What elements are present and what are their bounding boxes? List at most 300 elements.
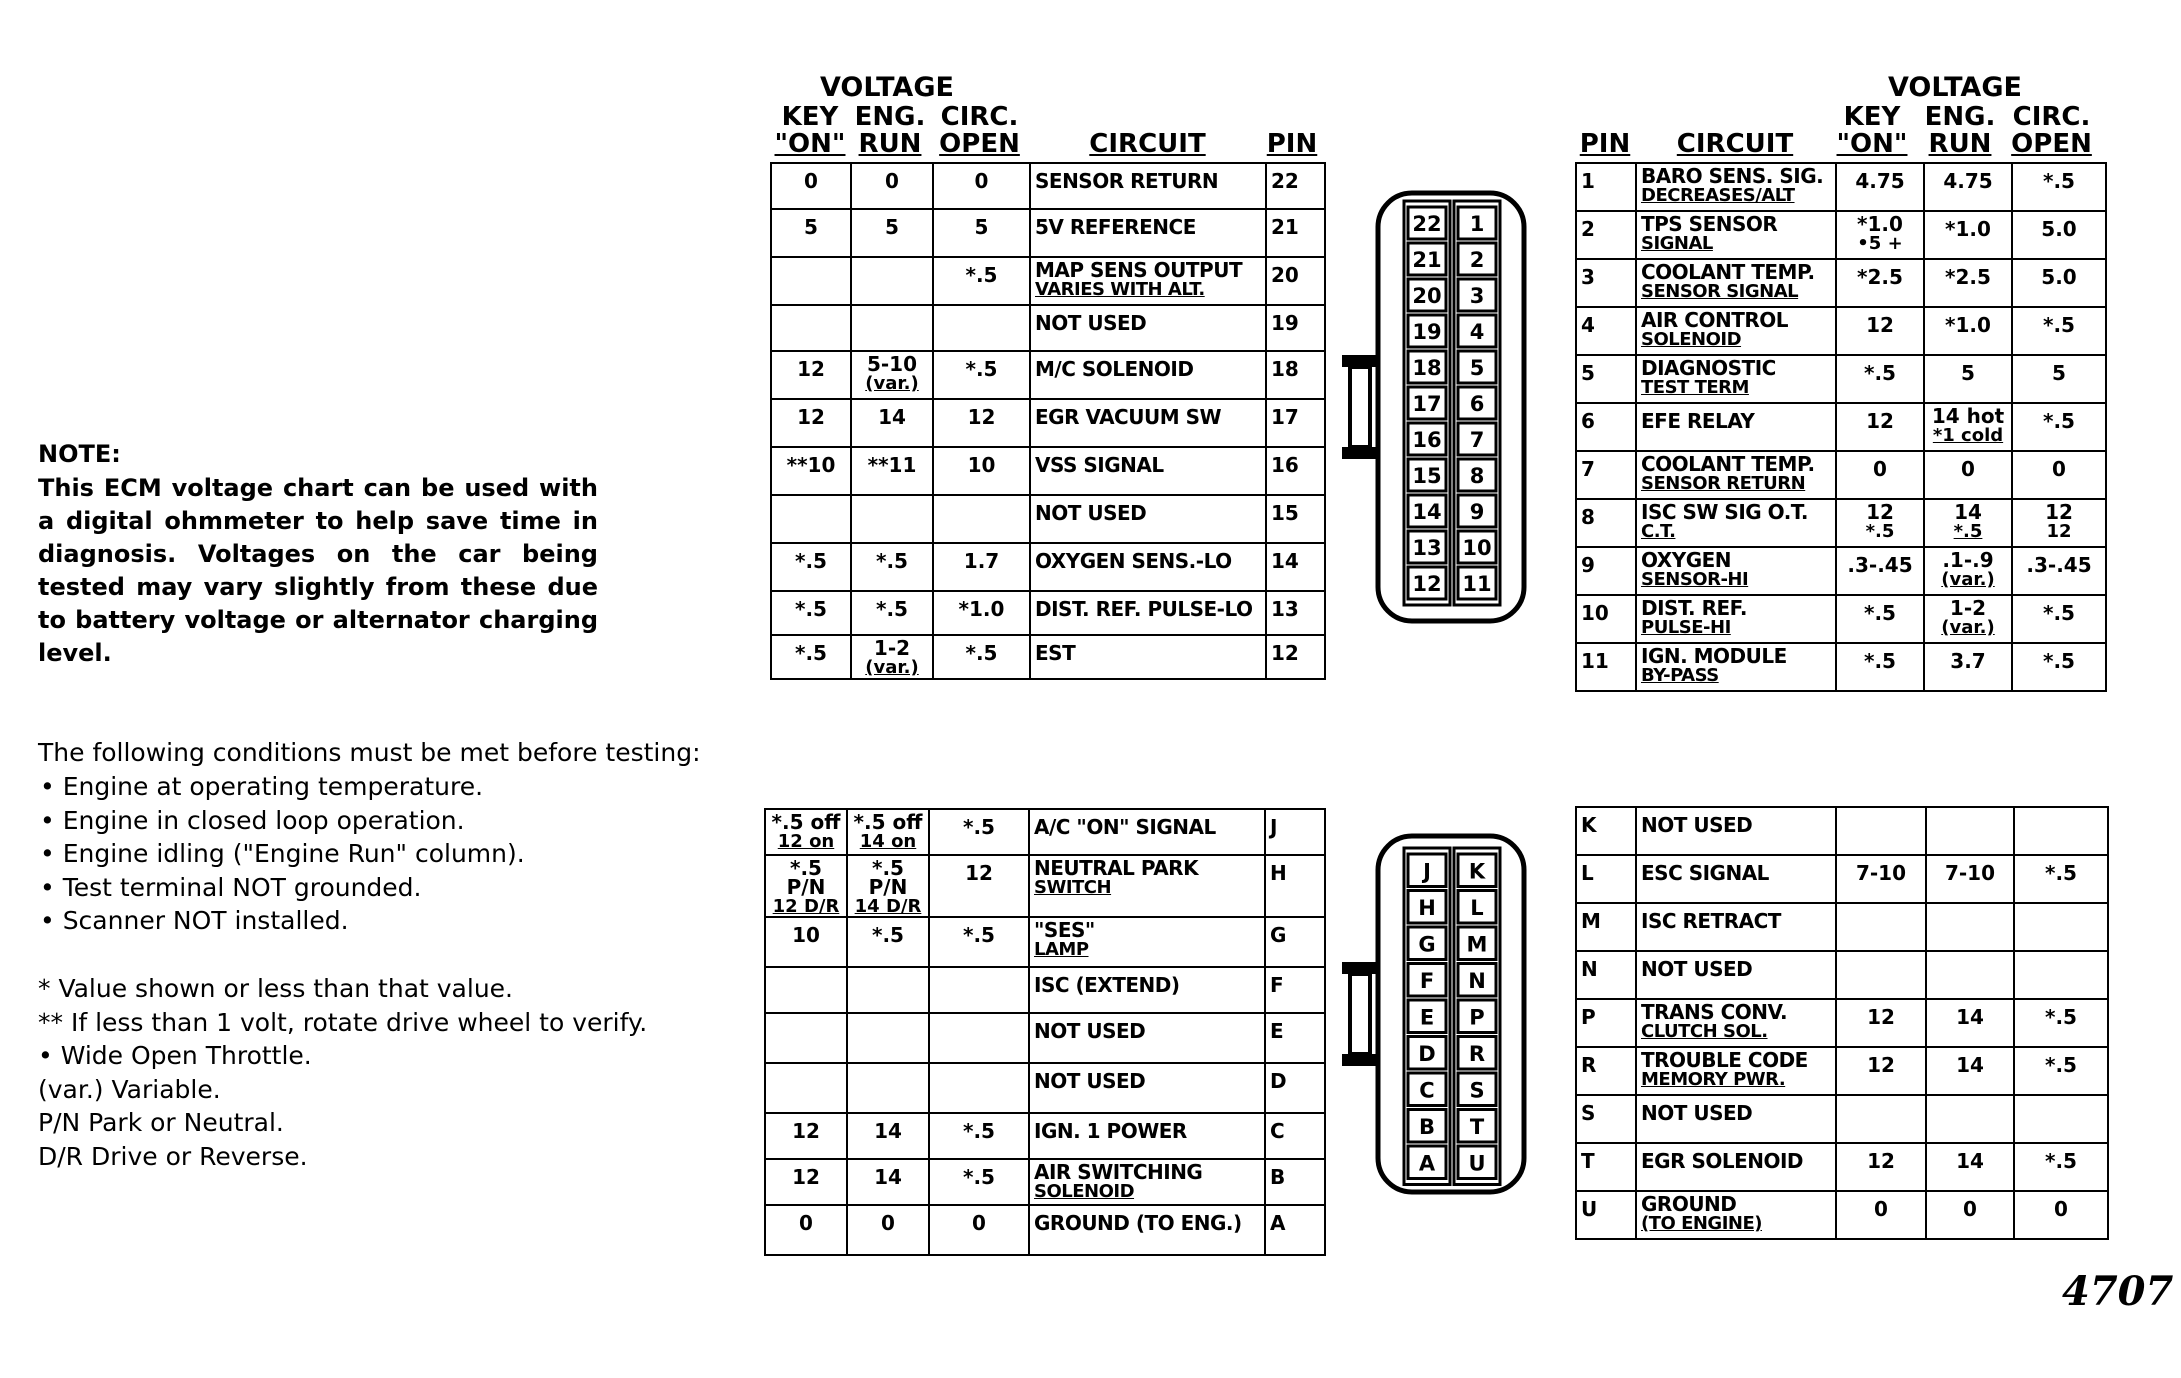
table-row [765,1063,1325,1113]
header-line: "ON" [774,129,846,159]
key-on-cell [1836,307,1924,355]
pin-cell-text: 11 [1581,649,1609,673]
pin-cell-text: P [1581,1005,1596,1029]
pin-cell [1265,967,1325,1013]
circuit-cell-text: 5V REFERENCE [1035,215,1196,239]
pin-cell-text: E [1270,1019,1284,1043]
header-line: KEY [781,102,839,132]
circuit-cell-text: NOT USED [1035,501,1147,525]
circuit-cell-text: ISC SW SIG O.T. [1641,500,1809,524]
conditions-list [40,770,525,938]
header-line: CIRC. [940,102,1019,132]
key-on-cell [765,1113,847,1159]
pin-cell [1576,643,1636,691]
eng-run-cell-text: 3.7 [1950,649,1986,673]
circuit-cell-subtext: SENSOR-HI [1641,569,1749,590]
pin-cell [1576,355,1636,403]
pin-cell-text: 22 [1271,169,1299,193]
pin-cell-text: 8 [1581,505,1595,529]
eng-run-cell-text: 5 [1961,361,1975,385]
pin-cell-text: T [1581,1149,1595,1173]
circuit-cell-text: DIST. REF. [1641,596,1747,620]
eng-run-cell-text: *.5 [876,549,908,573]
header-line: CIRC. [2012,102,2091,132]
pin-cell [1576,211,1636,259]
circuit-cell-text: NOT USED [1034,1019,1146,1043]
pin-cell-text: S [1581,1101,1596,1125]
pin-cell [1576,547,1636,595]
circ-open-cell [2012,451,2106,499]
key-on-cell-text: *1.0 [1857,212,1903,236]
key-on-cell [1836,163,1924,211]
circ-open-cell [933,305,1030,351]
table-row [765,1159,1325,1205]
circ-open-cell [929,1113,1029,1159]
connector-pin-label: D [1418,1041,1436,1066]
circuit-cell [1636,547,1836,595]
table-row [1576,163,2106,211]
voltage-header-top-right: VOLTAGE [1888,72,2022,103]
circuit-cell [1636,211,1836,259]
key-on-cell [771,209,851,257]
circuit-cell-text: NOT USED [1034,1069,1146,1093]
table-row [771,399,1325,447]
pin-cell [1265,917,1325,967]
pin-cell [1576,999,1636,1047]
table-row [1576,355,2106,403]
table-row [1576,595,2106,643]
eng-run-cell [847,1205,929,1255]
pin-cell-text: 20 [1271,263,1299,287]
key-on-cell [1836,355,1924,403]
circuit-cell-subtext: BY-PASS [1641,665,1719,686]
circuit-cell-subtext: SWITCH [1034,877,1112,898]
connector-pin-label: T [1469,1114,1485,1139]
table-row [1576,547,2106,595]
key-on-cell [1836,499,1924,547]
pin-cell [1576,307,1636,355]
connector-pin-label: 5 [1469,356,1485,380]
circuit-cell-subtext: LAMP [1034,939,1089,960]
key-on-cell [771,163,851,209]
key-on-cell [765,1159,847,1205]
circ-open-cell [2014,903,2108,951]
key-on-cell-text: 12 [1866,313,1894,337]
connector-pin-label: 17 [1412,392,1442,416]
legend-item: ** If less than 1 volt, rotate drive wheel to verify. [38,1007,648,1037]
circ-open-cell-text: *.5 [963,815,995,839]
circuit-cell-text: TRANS CONV. [1641,1000,1788,1024]
pin-cell [1265,1113,1325,1159]
pin-cell [1576,1095,1636,1143]
eng-run-cell-text: 14 hot [1931,404,2005,428]
key-on-cell-text: *.5 P/N [786,856,826,899]
key-on-cell [765,855,847,917]
circ-open-cell [2012,403,2106,451]
pin-cell [1576,807,1636,855]
pin-cell-text: 14 [1271,549,1299,573]
circuit-cell-text: A/C "ON" SIGNAL [1034,815,1216,839]
eng-run-cell-text: 1-2 [873,636,911,660]
circuit-cell-text: MAP SENS OUTPUT [1035,258,1243,282]
circuit-cell-text: NOT USED [1035,311,1147,335]
circ-open-header [932,104,1027,158]
eng-run-cell [847,917,929,967]
table-row [771,305,1325,351]
key-on-cell-text: 12 [792,1165,820,1189]
key-on-cell [1836,643,1924,691]
connector-pin-label: J [1423,859,1431,884]
condition-item: • Engine at operating temperature. [40,772,484,801]
circuit-header: CIRCUIT [1676,129,1794,159]
key-on-cell-text: 10 [792,923,820,947]
pin-cell-text: 3 [1581,265,1595,289]
circuit-cell-text: IGN. 1 POWER [1034,1119,1187,1143]
eng-run-cell [851,351,933,399]
circuit-cell-text: SENSOR RETURN [1035,169,1219,193]
circ-open-cell [2012,643,2106,691]
voltage-table-top-right [1575,162,2107,692]
connector-pin-label: 20 [1412,284,1442,308]
eng-run-cell [851,543,933,591]
eng-run-cell [1924,643,2012,691]
circuit-cell [1636,1095,1836,1143]
pin-cell [1576,855,1636,903]
eng-run-cell [851,495,933,543]
pin-cell [1576,595,1636,643]
table-row [1576,807,2108,855]
connector-pin-label: 15 [1412,464,1442,488]
key-on-cell-text: .3-.45 [1847,553,1913,577]
circ-open-cell [2012,499,2106,547]
eng-run-cell-text: 14 [874,1119,902,1143]
circuit-cell-text: NOT USED [1641,1101,1753,1125]
circuit-cell [1029,917,1265,967]
circ-open-cell [933,351,1030,399]
circuit-cell [1636,807,1836,855]
key-on-cell [765,917,847,967]
pin-cell [1266,399,1325,447]
circuit-cell-text: "SES" [1034,918,1095,942]
circuit-cell [1030,351,1266,399]
table-row [771,163,1325,209]
pin-cell-text: 13 [1271,597,1299,621]
header-line: RUN [858,129,922,159]
pin-cell-text: H [1270,861,1287,885]
pin-cell [1266,635,1325,679]
pin-cell [1265,855,1325,917]
circuit-header: CIRCUIT [1089,129,1206,159]
eng-run-cell [847,1063,929,1113]
eng-run-cell-text: *2.5 [1945,265,1991,289]
circ-open-cell-text: 0 [972,1211,986,1235]
connector-pin-label: 8 [1469,464,1485,488]
eng-run-cell [1926,1143,2014,1191]
circ-open-cell-subtext: 12 [2046,521,2072,542]
header-line: RUN [1928,129,1992,159]
circuit-cell [1636,403,1836,451]
circuit-cell [1636,595,1836,643]
eng-run-cell-text: *.5 off [853,810,923,834]
pin-cell [1576,951,1636,999]
pin-cell [1266,591,1325,635]
circuit-cell-text: IGN. MODULE [1641,644,1787,668]
connector-pin-label: 1 [1469,212,1485,236]
circuit-cell-text: TPS SENSOR [1641,212,1778,236]
legend-item: • Wide Open Throttle. [38,1041,312,1070]
pin-cell-text: 15 [1271,501,1299,525]
circ-open-cell [929,855,1029,917]
eng-run-cell-text: 1-2 [1949,596,1987,620]
pin-cell [1266,305,1325,351]
circ-open-cell-text: 1.7 [963,549,1000,573]
voltage-table-bottom-left [764,808,1326,1256]
circ-open-cell [933,495,1030,543]
table-row [1576,211,2106,259]
legend-item: (var.) Variable. [38,1074,221,1104]
key-on-cell-text: 0 [804,169,818,193]
circ-open-cell-text: *.5 [965,263,998,287]
key-on-cell-text: *.5 [795,597,827,621]
eng-run-cell-text: 0 [1961,457,1975,481]
eng-run-header [1920,104,2000,158]
circuit-cell-text: DIAGNOSTIC [1641,356,1776,380]
circuit-cell [1030,495,1266,543]
pin-cell-text: C [1270,1119,1285,1143]
circ-open-cell-text: *.5 [2043,313,2075,337]
table-row [1576,855,2108,903]
pin-cell-text: N [1581,957,1598,981]
eng-run-cell [1926,1191,2014,1239]
pin-cell [1265,1159,1325,1205]
circ-open-cell [929,917,1029,967]
key-on-header [770,104,850,158]
key-on-cell [1836,999,1926,1047]
pin-cell-text: U [1581,1197,1598,1221]
pin-cell-text: 1 [1581,169,1595,193]
pin-cell-text: 10 [1581,601,1609,625]
circuit-cell-text: NOT USED [1641,813,1753,837]
connector-pin-label: N [1468,968,1486,993]
circuit-cell [1030,591,1266,635]
circ-open-cell-text: *.5 [2043,409,2075,433]
pin-cell-text: 2 [1581,217,1595,241]
key-on-cell-text: 12 [792,1119,820,1143]
circ-open-cell [929,1063,1029,1113]
key-on-cell [1836,951,1926,999]
key-on-cell [771,543,851,591]
table-row [1576,903,2108,951]
circ-open-cell [2014,855,2108,903]
pin-cell-text: 4 [1581,313,1595,337]
key-on-cell [1836,903,1926,951]
key-on-cell [1836,1191,1926,1239]
circ-open-cell [2012,211,2106,259]
pin-cell [1266,209,1325,257]
pin-cell [1266,543,1325,591]
circ-open-cell-text: 5.0 [2041,265,2077,289]
key-on-cell [1836,211,1924,259]
key-on-header [1832,104,1912,158]
circuit-cell [1636,855,1836,903]
legend [38,972,647,1173]
key-on-cell [771,257,851,305]
pin-cell-text: A [1270,1211,1286,1235]
circ-open-cell [2014,999,2108,1047]
circ-open-cell [933,635,1030,679]
ecm-connector-top-diagram [1340,185,1540,625]
connector-pin-label: P [1469,1005,1485,1030]
circuit-cell-subtext: DECREASES/ALT [1641,185,1795,206]
circuit-cell-subtext: TEST TERM [1641,377,1749,398]
eng-run-cell-text: 5-10 [866,352,918,376]
circ-open-cell [2014,1047,2108,1095]
eng-run-cell [847,967,929,1013]
circuit-cell [1636,163,1836,211]
table-row [771,591,1325,635]
eng-run-cell [847,855,929,917]
connector-pin-label: F [1419,968,1435,993]
pin-cell-text: 19 [1271,311,1299,335]
key-on-cell-text: 12 [1867,1149,1895,1173]
pin-cell [1266,351,1325,399]
circ-open-cell [2012,355,2106,403]
circ-open-cell [2012,163,2106,211]
circuit-cell [1636,355,1836,403]
key-on-cell [771,351,851,399]
connector-pin-label: 3 [1469,284,1485,308]
header-line: "ON" [1836,129,1908,159]
key-on-cell [1836,855,1926,903]
circuit-cell-subtext: C.T. [1641,521,1676,542]
pin-cell-text: 5 [1581,361,1595,385]
eng-run-cell [851,209,933,257]
connector-pin-label: 11 [1462,572,1492,596]
connector-latch [1350,367,1370,447]
pin-cell-text: 9 [1581,553,1595,577]
connector-pin-label: 6 [1469,392,1485,416]
circ-open-cell-text: *.5 [2045,1149,2077,1173]
table-row [1576,1191,2108,1239]
header-line: ENG. [1924,102,1996,132]
circ-open-cell [929,1205,1029,1255]
circuit-cell-text: VSS SIGNAL [1035,453,1164,477]
key-on-cell-text: *.5 [1864,601,1896,625]
circuit-cell [1030,543,1266,591]
pin-cell [1576,1143,1636,1191]
header-line: OPEN [2011,129,2092,159]
header-line: KEY [1843,102,1901,132]
note-title: NOTE: [38,440,121,468]
eng-run-cell-subtext: *1 cold [1932,425,2004,446]
table-row [1576,403,2106,451]
circuit-cell [1636,259,1836,307]
eng-run-cell [1926,999,2014,1047]
pin-cell-text: 7 [1581,457,1595,481]
pin-cell-text: D [1270,1069,1287,1093]
connector-pin-label: 14 [1412,500,1442,524]
eng-run-cell-subtext: 14 D/R [854,896,922,917]
key-on-cell [771,635,851,679]
circuit-cell [1636,999,1836,1047]
connector-pin-label: H [1418,895,1436,920]
eng-run-cell [1924,355,2012,403]
circuit-cell-text: OXYGEN SENS.-LO [1035,549,1232,573]
key-on-cell-text: *2.5 [1857,265,1903,289]
key-on-cell-text: **10 [786,453,836,477]
key-on-cell-text: 0 [799,1211,813,1235]
key-on-cell [1836,259,1924,307]
key-on-cell-text: 0 [1873,457,1887,481]
key-on-cell-subtext: 12 on [777,831,835,852]
eng-run-header [850,104,930,158]
circuit-cell [1029,1063,1265,1113]
circ-open-cell [933,447,1030,495]
circuit-cell [1029,855,1265,917]
table-row [765,1013,1325,1063]
eng-run-cell [851,257,933,305]
key-on-cell-subtext: *.5 [1865,521,1895,542]
circuit-cell-subtext: MEMORY PWR. [1641,1069,1786,1090]
circ-open-cell-text: *.5 [2045,861,2077,885]
key-on-cell-text: 7-10 [1855,861,1907,885]
eng-run-cell [1924,547,2012,595]
key-on-cell [765,1205,847,1255]
eng-run-cell-text: 4.75 [1943,169,1993,193]
eng-run-cell-subtext: (var.) [1941,617,1995,638]
key-on-cell-text: 12 [1866,409,1894,433]
key-on-cell-text: *.5 [795,549,827,573]
key-on-cell-text: *.5 off [771,810,841,834]
table-row [1576,451,2106,499]
eng-run-cell [1926,1047,2014,1095]
table-row [1576,999,2108,1047]
pin-cell [1576,403,1636,451]
circuit-cell-text: NOT USED [1641,957,1753,981]
connector-pin-label: 16 [1412,428,1442,452]
eng-run-cell [1926,807,2014,855]
circuit-cell-text: ISC RETRACT [1641,909,1781,933]
legend-item: P/N Park or Neutral. [38,1108,284,1137]
circuit-cell [1636,1143,1836,1191]
circuit-cell-text: BARO SENS. SIG. [1641,164,1824,188]
eng-run-cell-text: *.5 [872,923,904,947]
circ-open-cell [933,399,1030,447]
circ-open-cell [2012,307,2106,355]
circuit-cell-subtext: (TO ENGINE) [1641,1213,1762,1234]
circuit-cell [1030,447,1266,495]
circ-open-header [2004,104,2099,158]
circ-open-cell [2012,595,2106,643]
eng-run-cell-text: *1.0 [1945,313,1991,337]
ecm-connector-bottom-diagram [1340,830,1540,1200]
connector-pin-label: 22 [1412,212,1442,236]
table-row [765,967,1325,1013]
circ-open-cell [929,1013,1029,1063]
circ-open-cell-text: *1.0 [958,597,1005,621]
connector-pin-label: S [1469,1078,1485,1103]
header-line: OPEN [939,129,1020,159]
legend-item: * Value shown or less than that value. [38,974,513,1003]
circuit-cell-text: OXYGEN [1641,548,1732,572]
key-on-cell-text: *.5 [795,641,827,665]
pin-cell [1576,451,1636,499]
circ-open-cell [933,543,1030,591]
pin-header: PIN [1266,129,1318,159]
key-on-cell [765,1063,847,1113]
key-on-cell-subtext: 12 D/R [772,896,840,917]
circuit-cell-text: ISC (EXTEND) [1034,973,1180,997]
